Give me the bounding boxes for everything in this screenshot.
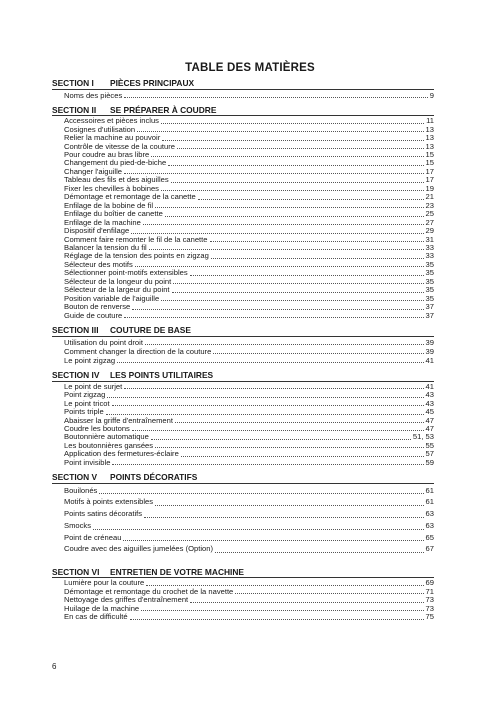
toc-section (52, 472, 434, 555)
section-heading (52, 567, 434, 579)
section-number: SECTION VI (52, 566, 100, 577)
dot-leader (124, 97, 428, 98)
dot-leader (177, 148, 424, 149)
dot-leader (146, 585, 423, 586)
entry-label: Smocks (64, 520, 92, 530)
entry-label: Le point de surjet (64, 381, 123, 391)
entry-page: 33 (425, 243, 434, 252)
dot-leader (117, 362, 423, 363)
entry-page: 43 (425, 398, 434, 408)
entry-label: Pour coudre au bras libre (64, 150, 150, 160)
entry-label: Utilisation du point droit (64, 337, 143, 347)
entry-label: Enfilage du boîtier de canette (64, 209, 163, 219)
toc-entry (52, 508, 434, 520)
toc-entry (52, 485, 434, 497)
dot-leader (143, 224, 424, 225)
entry-label: Changement du pied-de-biche (64, 158, 167, 168)
entry-label: Sélectionner point-motifs extensibles (64, 268, 188, 278)
entry-page: 13 (425, 124, 434, 134)
entry-label: Comment changer la direction de la couture (64, 346, 212, 356)
entry-page: 31 (425, 234, 434, 244)
dot-leader (155, 447, 423, 448)
entry-page: 73 (425, 595, 434, 605)
entry-label: Bouilonés (64, 485, 98, 495)
entry-label: Cosignes d'utilisation (64, 124, 136, 134)
toc-entry (52, 543, 434, 555)
entry-label: Nettoyage des griffes d'entraînement (64, 595, 189, 605)
dot-leader (161, 123, 424, 124)
entry-label: Point de créneau (64, 532, 122, 542)
dot-leader (155, 505, 423, 506)
section-title: LES POINTS UTILITAIRES (110, 370, 214, 381)
table-of-contents (52, 73, 434, 622)
entry-label: Points satins décoratifs (64, 509, 143, 519)
entry-label: Points triple (64, 407, 104, 417)
dot-leader (141, 610, 423, 611)
entry-page: 51, 53 (412, 432, 434, 442)
entry-page: 17 (425, 166, 434, 176)
entry-label: Enfilage de la machine (64, 217, 141, 227)
entry-page: 13 (425, 133, 434, 143)
entry-page: 15 (425, 158, 434, 168)
entry-label: Abaisser la griffe d'entraînement (64, 415, 173, 425)
dot-leader (168, 165, 423, 166)
section-heading (52, 105, 434, 117)
entry-label: Motifs à points extensibles (64, 497, 154, 507)
entry-page: 75 (425, 612, 434, 622)
section-title: POINTS DÉCORATIFS (110, 472, 198, 483)
entry-page: 29 (425, 226, 434, 236)
entry-page: 35 (425, 268, 434, 278)
dot-leader (132, 430, 424, 431)
dot-leader (106, 414, 424, 415)
dot-leader (213, 353, 423, 354)
entry-page: 35 (425, 276, 434, 286)
dot-leader (161, 190, 424, 191)
toc-entry (52, 383, 434, 391)
section-heading (52, 472, 434, 484)
entry-label: Bouton de renverse (64, 302, 131, 312)
dot-leader (99, 493, 423, 494)
dot-leader (210, 241, 424, 242)
entry-page: 47 (425, 415, 434, 425)
entry-page: 69 (425, 578, 434, 588)
dot-leader (172, 292, 424, 293)
entry-label: Point invisible (64, 457, 111, 467)
entry-label: Relier la machine au pouvoir (64, 133, 161, 143)
toc-entry (52, 400, 434, 408)
entry-page: 67 (425, 544, 434, 554)
entry-page: 37 (425, 310, 434, 320)
entry-label: Réglage de la tension des points en zigzag (64, 251, 209, 261)
entry-page: 41 (425, 381, 434, 391)
entry-label: Sélecteur de la largeur du point (64, 285, 170, 295)
section-heading (52, 78, 434, 90)
entry-page: 21 (425, 192, 434, 202)
entry-page: 55 (425, 440, 434, 450)
entry-page: 57 (425, 449, 434, 459)
toc-entry (52, 496, 434, 508)
entry-page: 61 (425, 485, 434, 495)
section-title: PIÈCES PRINCIPAUX (110, 78, 195, 88)
entry-label: Point zigzag (64, 390, 106, 400)
section-heading (52, 370, 434, 382)
entry-label: Noms des pièces (64, 90, 123, 100)
entry-page: 17 (425, 175, 434, 185)
section-title: SE PRÉPARER À COUDRE (110, 104, 217, 115)
entry-page: 35 (425, 293, 434, 303)
entry-page: 11 (426, 116, 434, 126)
entry-label: Coudre avec des aiguilles jumelées (Option) (64, 544, 213, 554)
entry-label: Démontage et remontage du crochet de la navette (64, 586, 234, 596)
dot-leader (162, 140, 423, 141)
entry-label: Application des fermetures-éclaire (64, 449, 179, 459)
toc-entry (52, 347, 434, 356)
dot-leader (124, 317, 423, 318)
entry-label: Dispositif d'enfilage (64, 226, 130, 236)
dot-leader (112, 405, 424, 406)
entry-page: 41 (425, 355, 434, 365)
entry-label: Le point tricot (64, 398, 110, 408)
entry-label: Démontage et remontage de la canette (64, 192, 196, 202)
toc-entry (52, 520, 434, 532)
dot-leader (211, 258, 424, 259)
entry-label: Contrôle de vitesse de la couture (64, 141, 176, 151)
toc-entry (52, 613, 434, 621)
dot-leader (135, 266, 424, 267)
dot-leader (165, 216, 424, 217)
entry-label: Enfilage de la bobine de fil (64, 200, 154, 210)
section-number: SECTION II (52, 104, 97, 115)
page-title: TABLE DES MATIÈRES (185, 62, 315, 74)
dot-leader (173, 283, 423, 284)
entry-page: 19 (425, 183, 434, 193)
entry-label: Position variable de l'aiguille (64, 293, 160, 303)
dot-leader (161, 300, 423, 301)
dot-leader (132, 309, 423, 310)
dot-leader (151, 439, 411, 440)
entry-label: Fixer les chevilles à bobines (64, 183, 159, 193)
dot-leader (130, 619, 424, 620)
section-number: SECTION IV (52, 370, 100, 381)
entry-page: 23 (425, 200, 434, 210)
entry-page: 13 (425, 141, 434, 151)
entry-label: Sélecteur des motifs (64, 259, 133, 269)
section-title: COUTURE DE BASE (110, 325, 191, 336)
dot-leader (131, 233, 423, 234)
dot-leader (149, 249, 424, 250)
entry-page: 39 (425, 337, 434, 347)
section-title: ENTRETIEN DE VOTRE MACHINE (110, 566, 245, 577)
toc-section (52, 105, 434, 320)
entry-page: 73 (425, 603, 434, 613)
entry-page: 35 (425, 285, 434, 295)
entry-label: Les boutonnières gansées (64, 440, 154, 450)
entry-label: Coudre les boutons (64, 423, 130, 433)
entry-label: Guide de couture (64, 310, 123, 320)
dot-leader (124, 388, 423, 389)
toc-entry (52, 459, 434, 467)
toc-section (52, 567, 434, 622)
page-number: 6 (52, 662, 57, 671)
entry-page: 59 (425, 457, 434, 467)
section-heading (52, 325, 434, 337)
dot-leader (190, 275, 424, 276)
toc-section (52, 370, 434, 467)
entry-label: Le point zigzag (64, 355, 116, 365)
toc-entry (52, 91, 434, 100)
entry-page: 33 (425, 251, 434, 261)
entry-label: En cas de difficulté (64, 612, 128, 622)
entry-page: 25 (425, 209, 434, 219)
entry-page: 63 (425, 520, 434, 530)
entry-page: 27 (425, 217, 434, 227)
entry-page: 35 (425, 259, 434, 269)
entry-label: Balancer la tension du fil (64, 243, 147, 252)
entry-label: Accessoires et pièces inclus (64, 116, 159, 126)
section-number: SECTION III (52, 325, 99, 336)
entry-page: 9 (429, 90, 434, 100)
entry-page: 65 (425, 532, 434, 542)
dot-leader (175, 422, 424, 423)
entry-label: Lumière pour la couture (64, 578, 145, 588)
section-number: SECTION I (52, 78, 94, 88)
entry-page: 61 (425, 497, 434, 507)
dot-leader (171, 182, 424, 183)
dot-leader (123, 540, 423, 541)
dot-leader (124, 173, 424, 174)
entry-page: 63 (425, 509, 434, 519)
entry-page: 43 (425, 390, 434, 400)
dot-leader (144, 517, 423, 518)
toc-entry (52, 532, 434, 544)
entry-page: 71 (425, 586, 434, 596)
section-number: SECTION V (52, 472, 98, 483)
dot-leader (137, 131, 423, 132)
entry-label: Huilage de la machine (64, 603, 140, 613)
dot-leader (215, 552, 424, 553)
dot-leader (198, 199, 424, 200)
dot-leader (235, 593, 423, 594)
dot-leader (181, 456, 424, 457)
entry-page: 15 (425, 150, 434, 160)
toc-entry (52, 356, 434, 365)
dot-leader (112, 464, 423, 465)
entry-label: Sélecteur de la longeur du point (64, 276, 172, 286)
entry-label: Changer l'aiguille (64, 166, 123, 176)
entry-page: 39 (425, 346, 434, 356)
dot-leader (145, 344, 424, 345)
dot-leader (151, 156, 423, 157)
dot-leader (190, 602, 423, 603)
dot-leader (93, 529, 424, 530)
entry-label: Boutonnière automatique (64, 432, 149, 442)
entry-page: 47 (425, 423, 434, 433)
dot-leader (107, 397, 423, 398)
toc-section (52, 325, 434, 365)
toc-entry (52, 312, 434, 320)
entry-label: Comment faire remonter le fil de la canette (64, 234, 208, 244)
entry-page: 37 (425, 302, 434, 312)
entry-page: 45 (425, 407, 434, 417)
toc-section (52, 78, 434, 100)
toc-entry (52, 338, 434, 347)
entry-label: Tableau des fils et des aiguilles (64, 175, 169, 185)
dot-leader (155, 207, 423, 208)
